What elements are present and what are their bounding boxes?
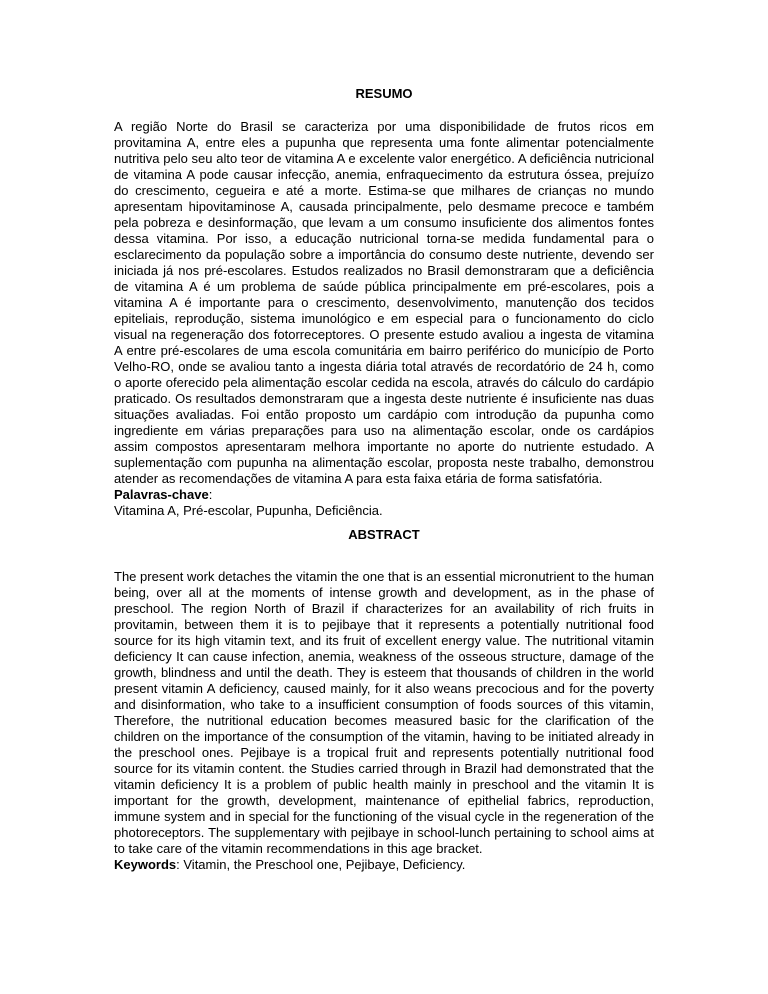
- resumo-keywords-list: Vitamina A, Pré-escolar, Pupunha, Deficiência.: [114, 503, 383, 518]
- abstract-keywords: [114, 857, 654, 873]
- abstract-keywords-list: : Vitamin, the Preschool one, Pejibaye, Deficiency.: [176, 857, 466, 872]
- resumo-paragraph: A região Norte do Brasil se caracteriza por uma disponibilidade de frutos ricos em provitamina A, entre eles a pupunha que representa uma fonte alimentar potencialmente nutritiva pelo seu alto teor de vitamina A e excelente valor energético. A deficiência nutricional de vitamina A pode causar infecção, anemia, enfraquecimento da estrutura óssea, prejuízo do crescimento, cegueira e até a morte. Estima-se que milhares de crianças no mundo apresentam hipovitaminose A, causada principalmente, pelo desmame precoce e também pela pobreza e desinformação, que levam a um consumo insuficiente dos alimentos fontes dessa vitamina. Por isso, a educação nutricional torna-se medida fundamental para o esclarecimento da população sobre a importância do consumo deste nutriente, devendo ser iniciada já nos pré-escolares. Estudos realizados no Brasil demonstraram que a deficiência de vitamina A é um problema de saúde pública principalmente em pré-escolares, pois a vitamina A é importante para o crescimento, desenvolvimento, manutenção dos tecidos epiteliais, reprodução, sistema imunológico e em especial para o funcionamento do ciclo visual na regeneração dos fotorreceptores. O presente estudo avaliou a ingesta de vitamina A entre pré-escolares de uma escola comunitária em bairro periférico do município de Porto Velho-RO, onde se avaliou tanto a ingesta diária total através de recordatório de 24 h, como o aporte oferecido pela alimentação escolar cedida na escola, através do cálculo do cardápio praticado. Os resultados demonstraram que a ingesta deste nutriente é insuficiente nas duas situações avaliadas. Foi então proposto um cardápio com introdução da pupunha como ingrediente em várias preparações para uso na alimentação escolar, onde os cardápios assim compostos apresentaram melhora importante no aporte do nutriente estudado. A suplementação com pupunha na alimentação escolar, proposta neste trabalho, demonstrou atender as recomendações de vitamina A para esta faixa etária de forma satisfatória.: [114, 119, 654, 486]
- abstract-paragraph: The present work detaches the vitamin the one that is an essential micronutrient to the human being, over all at the moments of intense growth and development, as in the phase of preschool. The region North of Brazil if characterizes for an availability of rich fruits in provitamin, between them it is to pejibaye that it represents a potentially nutritional food source for its high vitamin text, and its fruit of excellent energy value. The nutritional vitamin deficiency It can cause infection, anemia, weakness of the osseous structure, damage of the growth, blindness and until the death. They is esteem that thousands of children in the world present vitamin A deficiency, caused mainly, for it also weans precocious and for the poverty and disinformation, who take to a insufficient consumption of foods sources of this vitamin, Therefore, the nutritional education becomes measured basic for the clarification of the children on the importance of the consumption of the vitamin, having to be initiated already in the preschool ones. Pejibaye is a tropical fruit and represents potentially nutritional food source for its vitamin content. the Studies carried through in Brazil had demonstrated that the vitamin deficiency It is a problem of public health mainly in preschool and the vitamin It is important for the growth, development, maintenance of epithelial fabrics, reproduction, immune system and in special for the functioning of the visual cycle in the regeneration of the photoreceptors. The supplementary with pejibaye in school-lunch pertaining to school aims at to take care of the vitamin recommendations in this age bracket.: [114, 569, 654, 856]
- resumo-section: [114, 119, 654, 519]
- resumo-keywords-heading: [114, 487, 654, 503]
- abstract-section: [114, 569, 654, 873]
- abstract-heading: ABSTRACT: [348, 527, 420, 542]
- resumo-keywords-colon: :: [208, 487, 213, 502]
- abstract-keywords-label: Keywords: [114, 857, 177, 872]
- resumo-keywords-label: Palavras-chave: [114, 487, 209, 502]
- resumo-heading: RESUMO: [355, 86, 413, 101]
